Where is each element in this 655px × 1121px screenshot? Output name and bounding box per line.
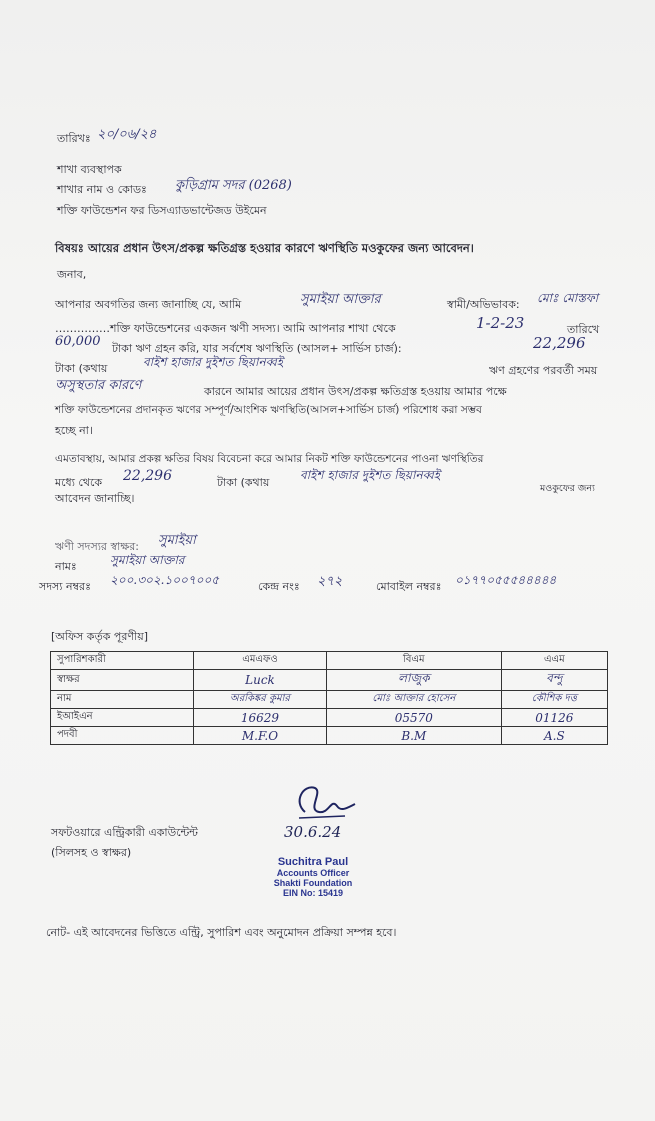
member-signature-handwritten: সুমাইয়া <box>158 533 196 548</box>
office-table <box>50 651 608 745</box>
cell-value: Luck <box>194 670 327 691</box>
para1-line6: শক্তি ফাউন্ডেশনের প্রদানকৃত ঋণের সম্পূর্ণ/আংশিক ঋণস্থিতি(আসল+সার্ভিস চার্জ) পরিশোধ করা সম্ভব <box>55 404 482 416</box>
stamp-org: Shakti Foundation <box>273 878 353 888</box>
office-row-ein <box>51 709 608 727</box>
guardian-handwritten: মোঃ মোস্তফা <box>537 291 599 305</box>
para1-line1a: আপনার অবগতির জন্য জানাচ্ছি যে, আমি <box>55 298 242 311</box>
office-row-name <box>51 691 608 709</box>
center-number-handwritten: ২৭২ <box>317 574 343 589</box>
member-name-handwritten: সুমাইয়া আক্তার <box>110 553 185 567</box>
para2-line2c: মওকুফের জন্য <box>540 483 595 494</box>
para2-line2a: মধ্যে থেকে <box>55 476 103 489</box>
center-label: কেন্দ্র নংঃ <box>258 580 300 593</box>
member-number-handwritten: ২০০.৩০২.১০০৭০০৫ <box>110 573 220 587</box>
organization-name: শক্তি ফাউন্ডেশন ফর ডিসএ্যাডভান্টেজড উইমেন <box>57 204 267 217</box>
accountant-stamp <box>258 856 368 898</box>
header-cell: এএম <box>501 652 607 670</box>
para1-line2b: তারিখে <box>567 323 600 336</box>
office-section-title: [অফিস কর্তৃক পূরণীয়] <box>51 630 148 643</box>
reason-handwritten: অসুস্থতার কারণে <box>55 378 142 393</box>
cell-value: A.S <box>501 727 607 745</box>
waiver-words-handwritten: বাইশ হাজার দুইশত ছিয়ানব্বই <box>300 468 441 482</box>
cell-value: 05570 <box>326 709 501 727</box>
para1-line7: হচ্ছে না। <box>55 424 93 437</box>
accountant-date-handwritten: 30.6.24 <box>284 823 342 841</box>
header-cell: সুপারিশকারী <box>51 652 194 670</box>
office-header-row <box>51 652 608 670</box>
cell-value: লাজুক <box>326 670 501 691</box>
subject-line: বিষয়ঃ আয়ের প্রধান উৎস/প্রকল্প ক্ষতিগ্রস্ত হওয়ার কারণে ঋণস্থিতি মওকুফের জন্য আবেদন। <box>55 241 474 255</box>
para1-line5b: কারনে আমার আয়ের প্রধান উৎস/প্রকল্প ক্ষতিগ্রস্ত হওয়ায় আমার পক্ষে <box>204 385 507 398</box>
applicant-name-handwritten: সুমাইয়া আক্তার <box>300 292 381 307</box>
mobile-number-handwritten: ০১৭৭০৫৫৫৪৪৪৪৪ <box>455 573 557 587</box>
accountant-label: সফটওয়ারে এন্ট্রিকারী একাউন্টেন্ট <box>51 826 198 839</box>
name-label: নামঃ <box>55 560 77 573</box>
para2-line3: আবেদন জানাচ্ছি। <box>55 492 135 505</box>
member-signature-label: ঋণী সদস্যর স্বাক্ষর: <box>55 540 139 553</box>
stamp-ein: EIN No: 15419 <box>282 888 344 898</box>
salutation: জনাব, <box>57 268 87 281</box>
row-label: নাম <box>51 691 194 709</box>
cell-value: 01126 <box>501 709 607 727</box>
branch-label: শাখার নাম ও কোডঃ <box>57 183 147 196</box>
para1-line4a: টাকা (কথায় <box>55 362 108 375</box>
date-label: তারিখঃ <box>57 132 91 145</box>
cell-value: মোঃ আক্তার হোসেন <box>326 691 501 709</box>
cell-value: বন্দু <box>501 670 607 691</box>
header-cell: এমএফও <box>194 652 327 670</box>
cell-value: 16629 <box>194 709 327 727</box>
para1-line1b: স্বামী/অভিভাবক: <box>447 298 520 311</box>
para1-line2a: ……………শক্তি ফাউন্ডেশনের একজন ঋণী সদস্য। আমি আপনার শাখা থেকে <box>55 322 396 335</box>
office-row-designation <box>51 727 608 745</box>
loan-amount-handwritten: 60,000 <box>55 334 101 349</box>
cell-value: B.M <box>326 727 501 745</box>
note-line: নোট- এই আবেদনের ভিত্তিতে এন্ট্রি, সুপারিশ এবং অনুমোদন প্রক্রিয়া সম্পন্ন হবে। <box>46 926 397 939</box>
waiver-amount-handwritten: 22,296 <box>123 468 172 484</box>
balance-words-handwritten: বাইশ হাজার দুইশত ছিয়ানব্বই <box>143 355 284 369</box>
stamp-name: Suchitra Paul <box>277 856 349 868</box>
para2-line1: এমতাবস্থায়, আমার প্রকল্প ক্ষতির বিষয় বিবেচনা করে আমার নিকট শক্তি ফাউন্ডেশনের পাওনা ঋণস্থিতির <box>55 453 484 465</box>
cell-value: M.F.O <box>194 727 327 745</box>
office-row-signature <box>51 670 608 691</box>
cell-value: অরকিঙ্কর কুমার <box>194 691 327 709</box>
balance-handwritten: 22,296 <box>533 334 586 352</box>
recipient-title: শাখা ব্যবস্থাপক <box>57 163 122 176</box>
para1-line4b: ঋণ গ্রহণের পরবর্তী সময় <box>489 364 598 377</box>
date-value: ২০/০৬/২৪ <box>97 127 157 142</box>
row-label: স্বাক্ষর <box>51 670 194 691</box>
cell-value: কৌশিক দত্ত <box>501 691 607 709</box>
member-number-label: সদস্য নম্বরঃ <box>39 580 91 593</box>
mobile-label: মোবাইল নম্বরঃ <box>376 580 442 593</box>
accountant-signature <box>285 782 365 826</box>
stamp-title: Accounts Officer <box>276 868 350 878</box>
loan-date-handwritten: 1-2-23 <box>476 314 525 332</box>
para2-line2b: টাকা (কথায় <box>217 476 270 489</box>
row-label: পদবী <box>51 727 194 745</box>
para1-line3a: টাকা ঋণ গ্রহন করি, যার সর্বশেষ ঋণস্থিতি (আসল+ সার্ভিস চার্জ): <box>112 342 402 355</box>
accountant-sublabel: (সিলসহ ও স্বাক্ষর) <box>51 846 132 859</box>
branch-value: কুড়িগ্রাম সদর (0268) <box>175 178 292 193</box>
row-label: ইআইএন <box>51 709 194 727</box>
header-cell: বিএম <box>326 652 501 670</box>
